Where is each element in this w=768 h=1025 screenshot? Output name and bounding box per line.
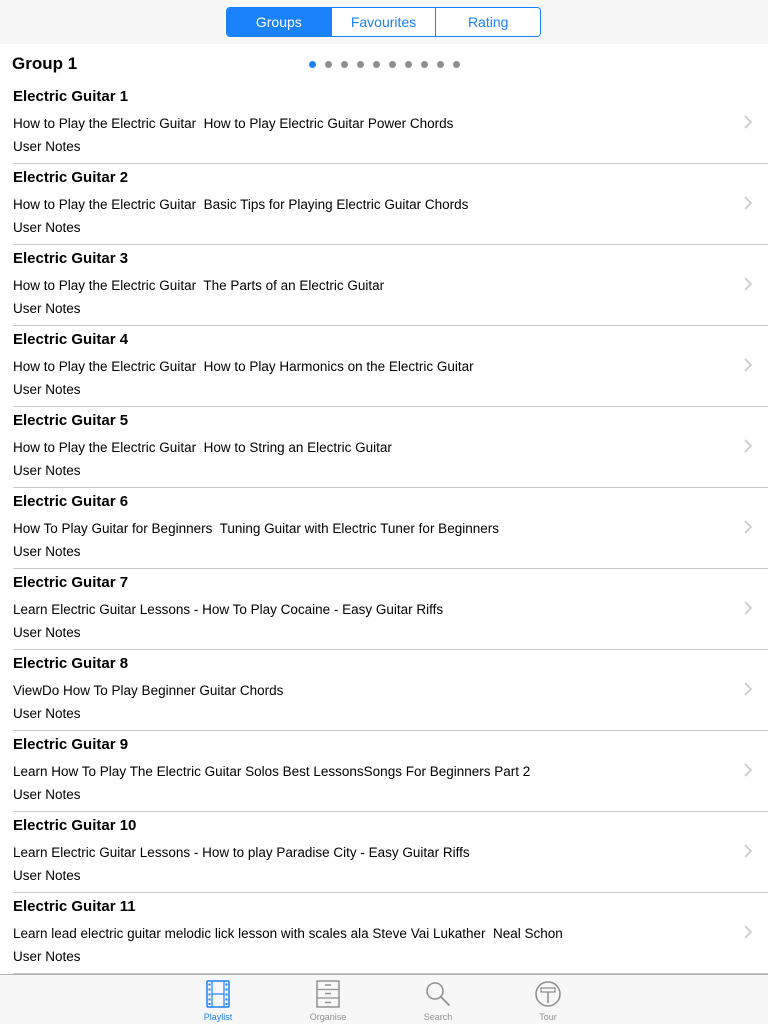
list-item[interactable] (0, 731, 768, 812)
top-bar (0, 0, 768, 44)
page-dot[interactable] (373, 61, 380, 68)
item-subtitle: How to Play the Electric Guitar The Parts of an Electric Guitar (13, 278, 385, 293)
item-title: Electric Guitar 4 (13, 331, 129, 348)
chevron-right-icon (741, 356, 755, 374)
item-notes: User Notes (13, 787, 81, 802)
list-item[interactable] (0, 83, 768, 164)
tab-search-label: Search (423, 1012, 453, 1022)
item-subtitle: How to Play the Electric Guitar How to String an Electric Guitar (13, 440, 392, 455)
tab-organise[interactable] (288, 975, 368, 1025)
item-notes: User Notes (13, 463, 81, 478)
item-subtitle: Learn How To Play The Electric Guitar Solos Best LessonsSongs For Beginners Part 2 (13, 764, 531, 779)
list-item[interactable] (0, 893, 768, 974)
segment-favourites[interactable]: Favourites (331, 8, 436, 36)
tour-sign-icon (534, 980, 562, 1008)
item-notes: User Notes (13, 382, 81, 397)
item-title: Electric Guitar 7 (13, 574, 129, 591)
list-item[interactable] (0, 245, 768, 326)
chevron-right-icon (741, 923, 755, 941)
item-subtitle: How to Play the Electric Guitar How to Play Electric Guitar Power Chords (13, 116, 454, 131)
group-title: Group 1 (12, 54, 78, 73)
chevron-right-icon (741, 194, 755, 212)
magnifier-icon (424, 980, 452, 1008)
chevron-right-icon (741, 842, 755, 860)
chevron-right-icon (741, 680, 755, 698)
list-item[interactable] (0, 812, 768, 893)
list-item[interactable] (0, 326, 768, 407)
group-header (0, 44, 768, 84)
list-item[interactable] (0, 488, 768, 569)
tab-bar (0, 974, 768, 1024)
segmented-control (226, 7, 541, 37)
item-title: Electric Guitar 2 (13, 169, 129, 186)
item-notes: User Notes (13, 544, 81, 559)
item-subtitle: Learn Electric Guitar Lessons - How to play Paradise City - Easy Guitar Riffs (13, 845, 470, 860)
chevron-right-icon (741, 518, 755, 536)
item-title: Electric Guitar 5 (13, 412, 129, 429)
segment-rating[interactable]: Rating (435, 8, 540, 36)
tab-search[interactable] (398, 975, 478, 1025)
chevron-right-icon (741, 275, 755, 293)
item-title: Electric Guitar 10 (13, 817, 137, 834)
tab-playlist-label: Playlist (203, 1012, 233, 1022)
item-title: Electric Guitar 1 (13, 88, 129, 105)
item-subtitle: Learn Electric Guitar Lessons - How To Play Cocaine - Easy Guitar Riffs (13, 602, 444, 617)
item-title: Electric Guitar 9 (13, 736, 129, 753)
item-subtitle: Learn lead electric guitar melodic lick lesson with scales ala Steve Vai Lukather Neal Schon (13, 926, 563, 941)
page-dot[interactable] (453, 61, 460, 68)
item-notes: User Notes (13, 301, 81, 316)
item-notes: User Notes (13, 949, 81, 964)
chevron-right-icon (741, 437, 755, 455)
chevron-right-icon (741, 113, 755, 131)
item-subtitle: ViewDo How To Play Beginner Guitar Chords (13, 683, 284, 698)
chevron-right-icon (741, 599, 755, 617)
segment-groups[interactable]: Groups (227, 8, 331, 36)
list-item[interactable] (0, 407, 768, 488)
item-title: Electric Guitar 8 (13, 655, 129, 672)
item-notes: User Notes (13, 139, 81, 154)
item-notes: User Notes (13, 220, 81, 235)
page-dot[interactable] (421, 61, 428, 68)
tab-tour[interactable] (508, 975, 588, 1025)
chevron-right-icon (741, 761, 755, 779)
page-dot[interactable] (389, 61, 396, 68)
item-subtitle: How To Play Guitar for Beginners Tuning Guitar with Electric Tuner for Beginners (13, 521, 499, 536)
item-subtitle: How to Play the Electric Guitar How to Play Harmonics on the Electric Guitar (13, 359, 474, 374)
list-item[interactable] (0, 569, 768, 650)
item-title: Electric Guitar 3 (13, 250, 129, 267)
tab-playlist[interactable] (178, 975, 258, 1025)
list-item[interactable] (0, 650, 768, 731)
film-strip-icon (204, 980, 232, 1008)
playlist-list (0, 83, 768, 974)
item-title: Electric Guitar 6 (13, 493, 129, 510)
item-title: Electric Guitar 11 (13, 898, 136, 915)
item-notes: User Notes (13, 625, 81, 640)
tab-tour-label: Tour (539, 1012, 557, 1022)
item-notes: User Notes (13, 868, 81, 883)
cabinet-icon (314, 980, 342, 1008)
page-dot[interactable] (325, 61, 332, 68)
tab-organise-label: Organise (309, 1012, 347, 1022)
page-dot[interactable] (309, 61, 316, 68)
page-dot[interactable] (437, 61, 444, 68)
item-notes: User Notes (13, 706, 81, 721)
page-dot[interactable] (357, 61, 364, 68)
page-dot[interactable] (341, 61, 348, 68)
page-indicator[interactable] (309, 61, 469, 69)
item-subtitle: How to Play the Electric Guitar Basic Tips for Playing Electric Guitar Chords (13, 197, 469, 212)
page-dot[interactable] (405, 61, 412, 68)
list-item[interactable] (0, 164, 768, 245)
